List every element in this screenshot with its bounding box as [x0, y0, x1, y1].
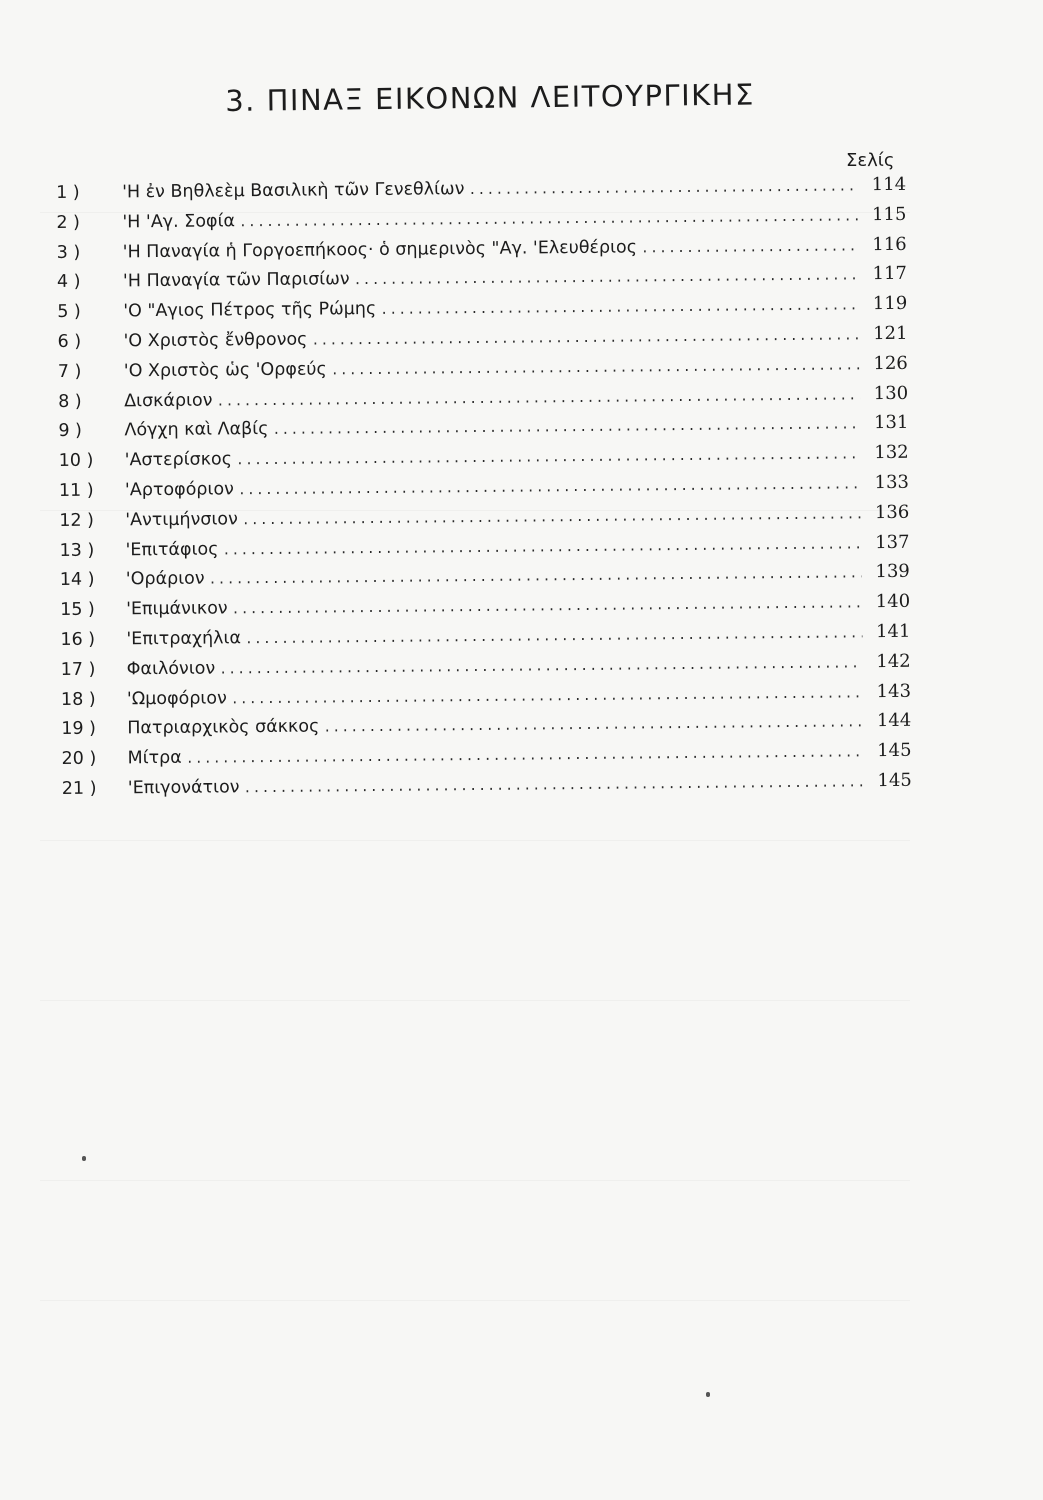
entry-page: 142 [876, 650, 911, 672]
entry-page: 121 [873, 322, 908, 345]
entry-label: 'Η Παναγία τῶν Παρισίων [122, 269, 350, 292]
entry-label: 'Αντιμήνσιον [125, 509, 238, 531]
entry-number: 12 ) [59, 510, 95, 531]
entry-number: 13 ) [59, 540, 95, 561]
entry-label: 'Επιτραχήλια [126, 628, 242, 650]
bleed-through-line [40, 1000, 910, 1001]
entry-number: 15 ) [60, 599, 95, 621]
entry-number: 16 ) [60, 629, 96, 650]
entry-label: 'Ωμοφόριον [126, 687, 227, 709]
entry-page: 116 [872, 233, 907, 255]
dot-leader [353, 262, 859, 297]
ink-speck [82, 1156, 86, 1161]
entry-label: 'Η 'Αγ. Σοφία [122, 211, 236, 233]
entry-number: 14 ) [59, 570, 95, 591]
entry-label: Μίτρα [127, 747, 182, 769]
table-of-contents [56, 170, 912, 804]
bleed-through-line [40, 840, 910, 841]
page-column-heading: Σελίς [846, 150, 895, 171]
entry-number: 11 ) [58, 480, 94, 501]
dot-leader [468, 172, 858, 206]
entry-number: 2 ) [56, 212, 81, 233]
entry-label: 'Ο Χριστὸς ὡς 'Ορφεύς [123, 359, 327, 382]
bleed-through-line [40, 1300, 910, 1301]
entry-page: 132 [874, 442, 909, 464]
entry-page: 119 [872, 293, 908, 315]
entry-page: 144 [876, 710, 912, 732]
entry-label: 'Η Παναγία ἡ Γοργοεπήκοος· ὁ σημερινὸς "Αγ. 'Ελευθέριος [122, 237, 638, 262]
ink-speck [706, 1392, 710, 1397]
entry-label: 'Η ἐν Βηθλεὲμ Βασιλικὴ τῶν Γενεθλίων [122, 179, 465, 203]
entry-page: 137 [875, 531, 910, 553]
entry-page: 117 [872, 263, 908, 285]
entry-number: 19 ) [61, 718, 97, 740]
entry-number: 4 ) [56, 272, 81, 293]
entry-page: 126 [873, 352, 908, 374]
entry-label: Λόγχη καὶ Λαβίς [124, 419, 269, 441]
entry-number: 17 ) [60, 659, 96, 680]
entry-page: 141 [875, 620, 911, 643]
entry-page: 143 [876, 680, 912, 702]
entry-label: 'Οράριον [125, 568, 205, 590]
entry-label: Δισκάριον [124, 390, 213, 411]
entry-label: Φαιλόνιον [126, 658, 216, 680]
entry-number: 18 ) [60, 689, 96, 710]
entry-page: 133 [874, 471, 910, 494]
dot-leader [243, 768, 864, 804]
entry-number: 5 ) [57, 301, 81, 323]
entry-label: 'Αστερίσκος [124, 449, 233, 471]
entry-number: 21 ) [61, 778, 97, 799]
entry-page: 145 [877, 769, 912, 792]
page-title: 3. ΠΙΝΑΞ ΕΙΚΟΝΩΝ ΛΕΙΤΟΥΡΓΙΚΗΣ [225, 77, 756, 118]
entry-page: 145 [877, 739, 912, 762]
dot-leader [641, 232, 859, 264]
bleed-through-line [40, 1180, 910, 1181]
entry-label: 'Ο Χριστὸς ἔνθρονος [123, 329, 308, 352]
entry-number: 8 ) [58, 391, 82, 412]
entry-page: 131 [873, 412, 909, 434]
entry-number: 3 ) [56, 242, 81, 263]
entry-number: 10 ) [58, 450, 94, 472]
entry-label: 'Επιγονάτιον [127, 777, 240, 799]
entry-page: 115 [871, 203, 907, 225]
entry-number: 9 ) [58, 421, 83, 442]
entry-number: 6 ) [57, 331, 82, 352]
dot-leader [380, 291, 859, 325]
entry-label: 'Επιμάνικον [126, 598, 228, 620]
entry-label: Πατριαρχικὸς σάκκος [127, 716, 320, 739]
entry-page: 139 [875, 561, 910, 583]
entry-label: 'Επιτάφιος [125, 539, 219, 560]
entry-number: 20 ) [61, 748, 97, 770]
entry-page: 130 [873, 382, 909, 404]
entry-label: 'Αρτοφόριον [124, 479, 234, 501]
entry-page: 140 [875, 590, 911, 613]
entry-page: 114 [871, 173, 907, 196]
entry-number: 1 ) [56, 182, 80, 203]
entry-page: 136 [874, 501, 910, 523]
entry-label: 'Ο "Αγιος Πέτρος τῆς Ρώμης [123, 299, 377, 322]
entry-number: 7 ) [57, 361, 82, 382]
